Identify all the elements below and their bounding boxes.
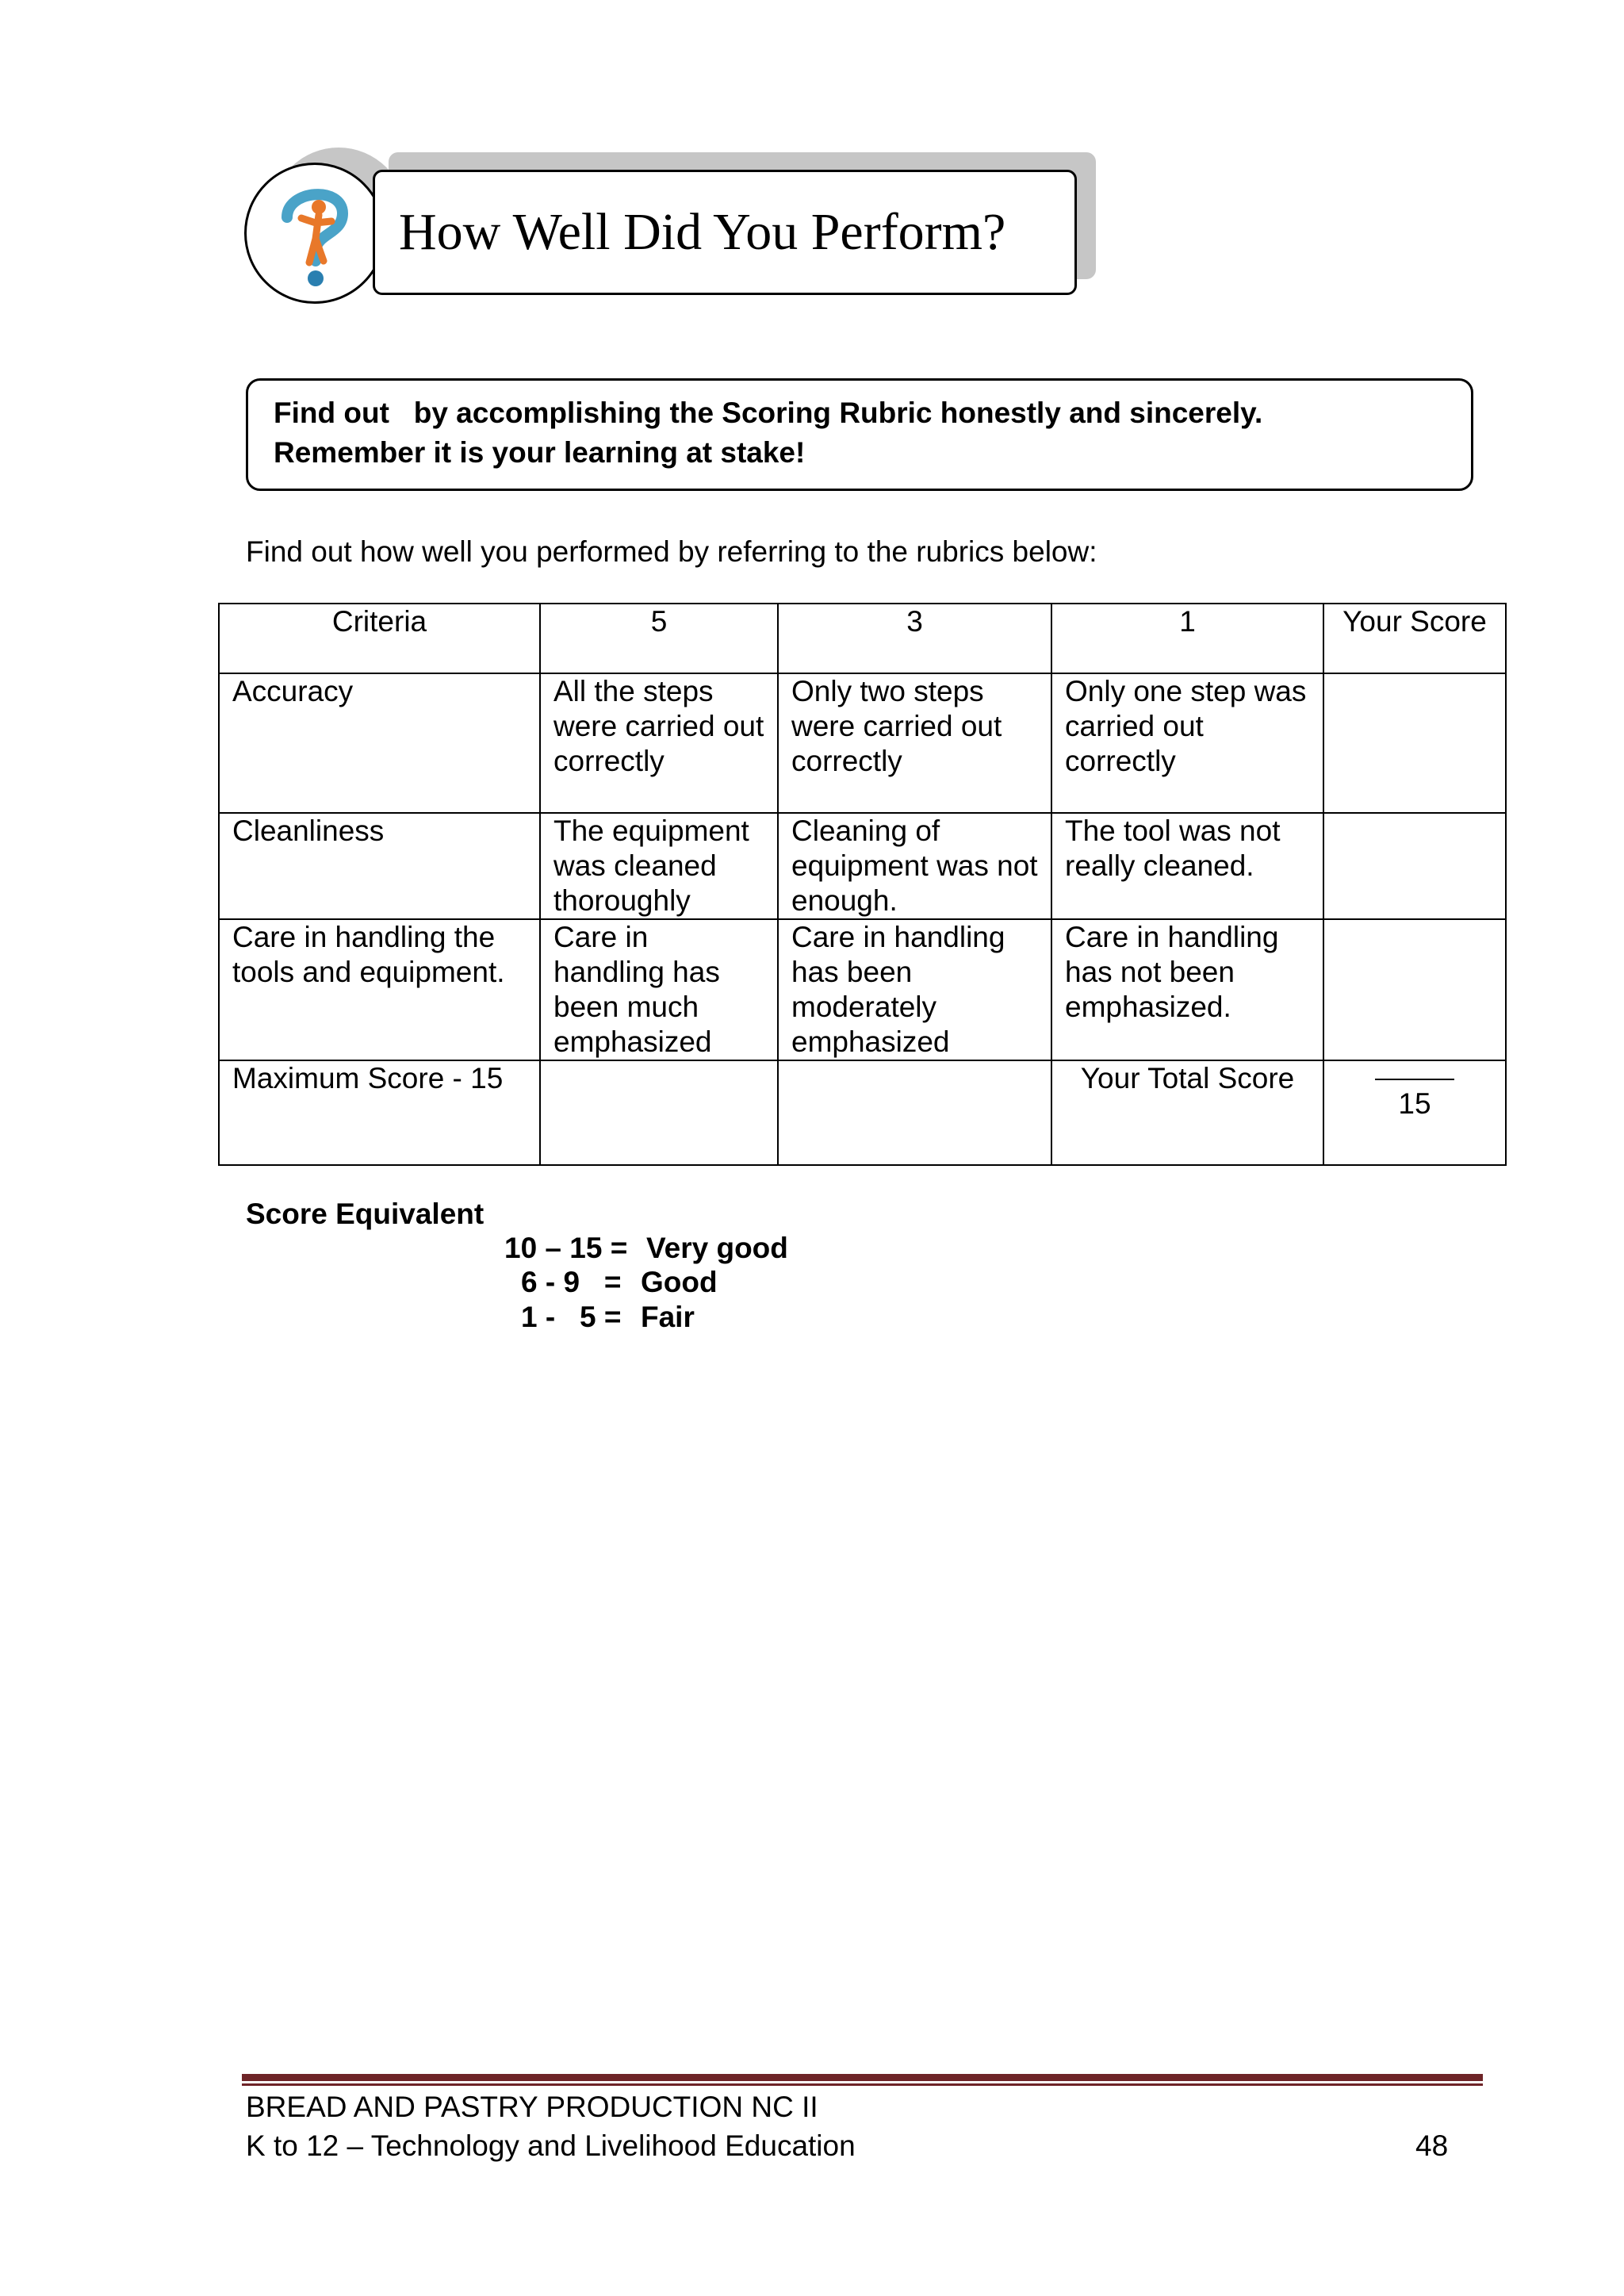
page-number: 48 — [1415, 2129, 1449, 2162]
total-score-label: Your Total Score — [1051, 1060, 1323, 1165]
score-rating: Good — [641, 1266, 718, 1298]
header-score-3: 3 — [778, 604, 1051, 673]
total-row — [219, 1060, 1506, 1165]
instruction-line-2: Remember it is your learning at stake! — [274, 436, 806, 469]
level-5-cell: All the steps were carried out correctly — [540, 673, 778, 813]
level-3-cell: Only two steps were carried out correctly — [778, 673, 1051, 813]
intro-text: Find out how well you performed by referring to the rubrics below: — [246, 535, 1097, 568]
header-criteria: Criteria — [219, 604, 540, 673]
rubric-header-row — [219, 604, 1506, 673]
total-score-denominator: 15 — [1398, 1087, 1431, 1120]
rubric-table — [218, 603, 1507, 1166]
maximum-score-label: Maximum Score - 15 — [219, 1060, 540, 1165]
empty-cell — [540, 1060, 778, 1165]
level-3-cell: Care in handling has been moderately emphasized — [778, 919, 1051, 1060]
footer-divider-thin — [242, 2083, 1483, 2086]
instruction-box — [246, 378, 1473, 491]
score-range: 10 – 15 = — [504, 1232, 628, 1264]
score-rating: Very good — [646, 1232, 788, 1264]
header-icon-circle — [244, 163, 385, 304]
header-score-1: 1 — [1051, 604, 1323, 673]
footer-program: K to 12 – Technology and Livelihood Education — [246, 2129, 856, 2162]
empty-cell — [778, 1060, 1051, 1165]
question-mark-figure-icon — [263, 174, 366, 293]
score-rating: Fair — [641, 1301, 695, 1333]
header-title-box — [373, 170, 1077, 295]
criteria-cell: Cleanliness — [219, 813, 540, 919]
total-score-blank — [1375, 1079, 1454, 1080]
level-1-cell: The tool was not really cleaned. — [1051, 813, 1323, 919]
table-row — [219, 673, 1506, 813]
score-range: 6 - 9 = — [521, 1266, 622, 1298]
instruction-line-1: Find out by accomplishing the Scoring Rubric honestly and sincerely. — [274, 397, 1263, 429]
total-score-cell[interactable] — [1323, 1060, 1506, 1165]
header-your-score: Your Score — [1323, 604, 1506, 673]
your-score-cell[interactable] — [1323, 813, 1506, 919]
level-5-cell: Care in handling has been much emphasized — [540, 919, 778, 1060]
criteria-cell: Accuracy — [219, 673, 540, 813]
score-equivalent-label: Score Equivalent — [246, 1198, 485, 1230]
page-title: How Well Did You Perform? — [399, 203, 1006, 261]
table-row — [219, 919, 1506, 1060]
table-row — [219, 813, 1506, 919]
footer-divider — [242, 2074, 1483, 2081]
level-3-cell: Cleaning of equipment was not enough. — [778, 813, 1051, 919]
your-score-cell[interactable] — [1323, 919, 1506, 1060]
your-score-cell[interactable] — [1323, 673, 1506, 813]
header-score-5: 5 — [540, 604, 778, 673]
footer-course: BREAD AND PASTRY PRODUCTION NC II — [246, 2091, 818, 2123]
level-5-cell: The equipment was cleaned thoroughly — [540, 813, 778, 919]
score-range: 1 - 5 = — [521, 1301, 622, 1333]
level-1-cell: Only one step was carried out correctly — [1051, 673, 1323, 813]
level-1-cell: Care in handling has not been emphasized. — [1051, 919, 1323, 1060]
criteria-cell: Care in handling the tools and equipment. — [219, 919, 540, 1060]
